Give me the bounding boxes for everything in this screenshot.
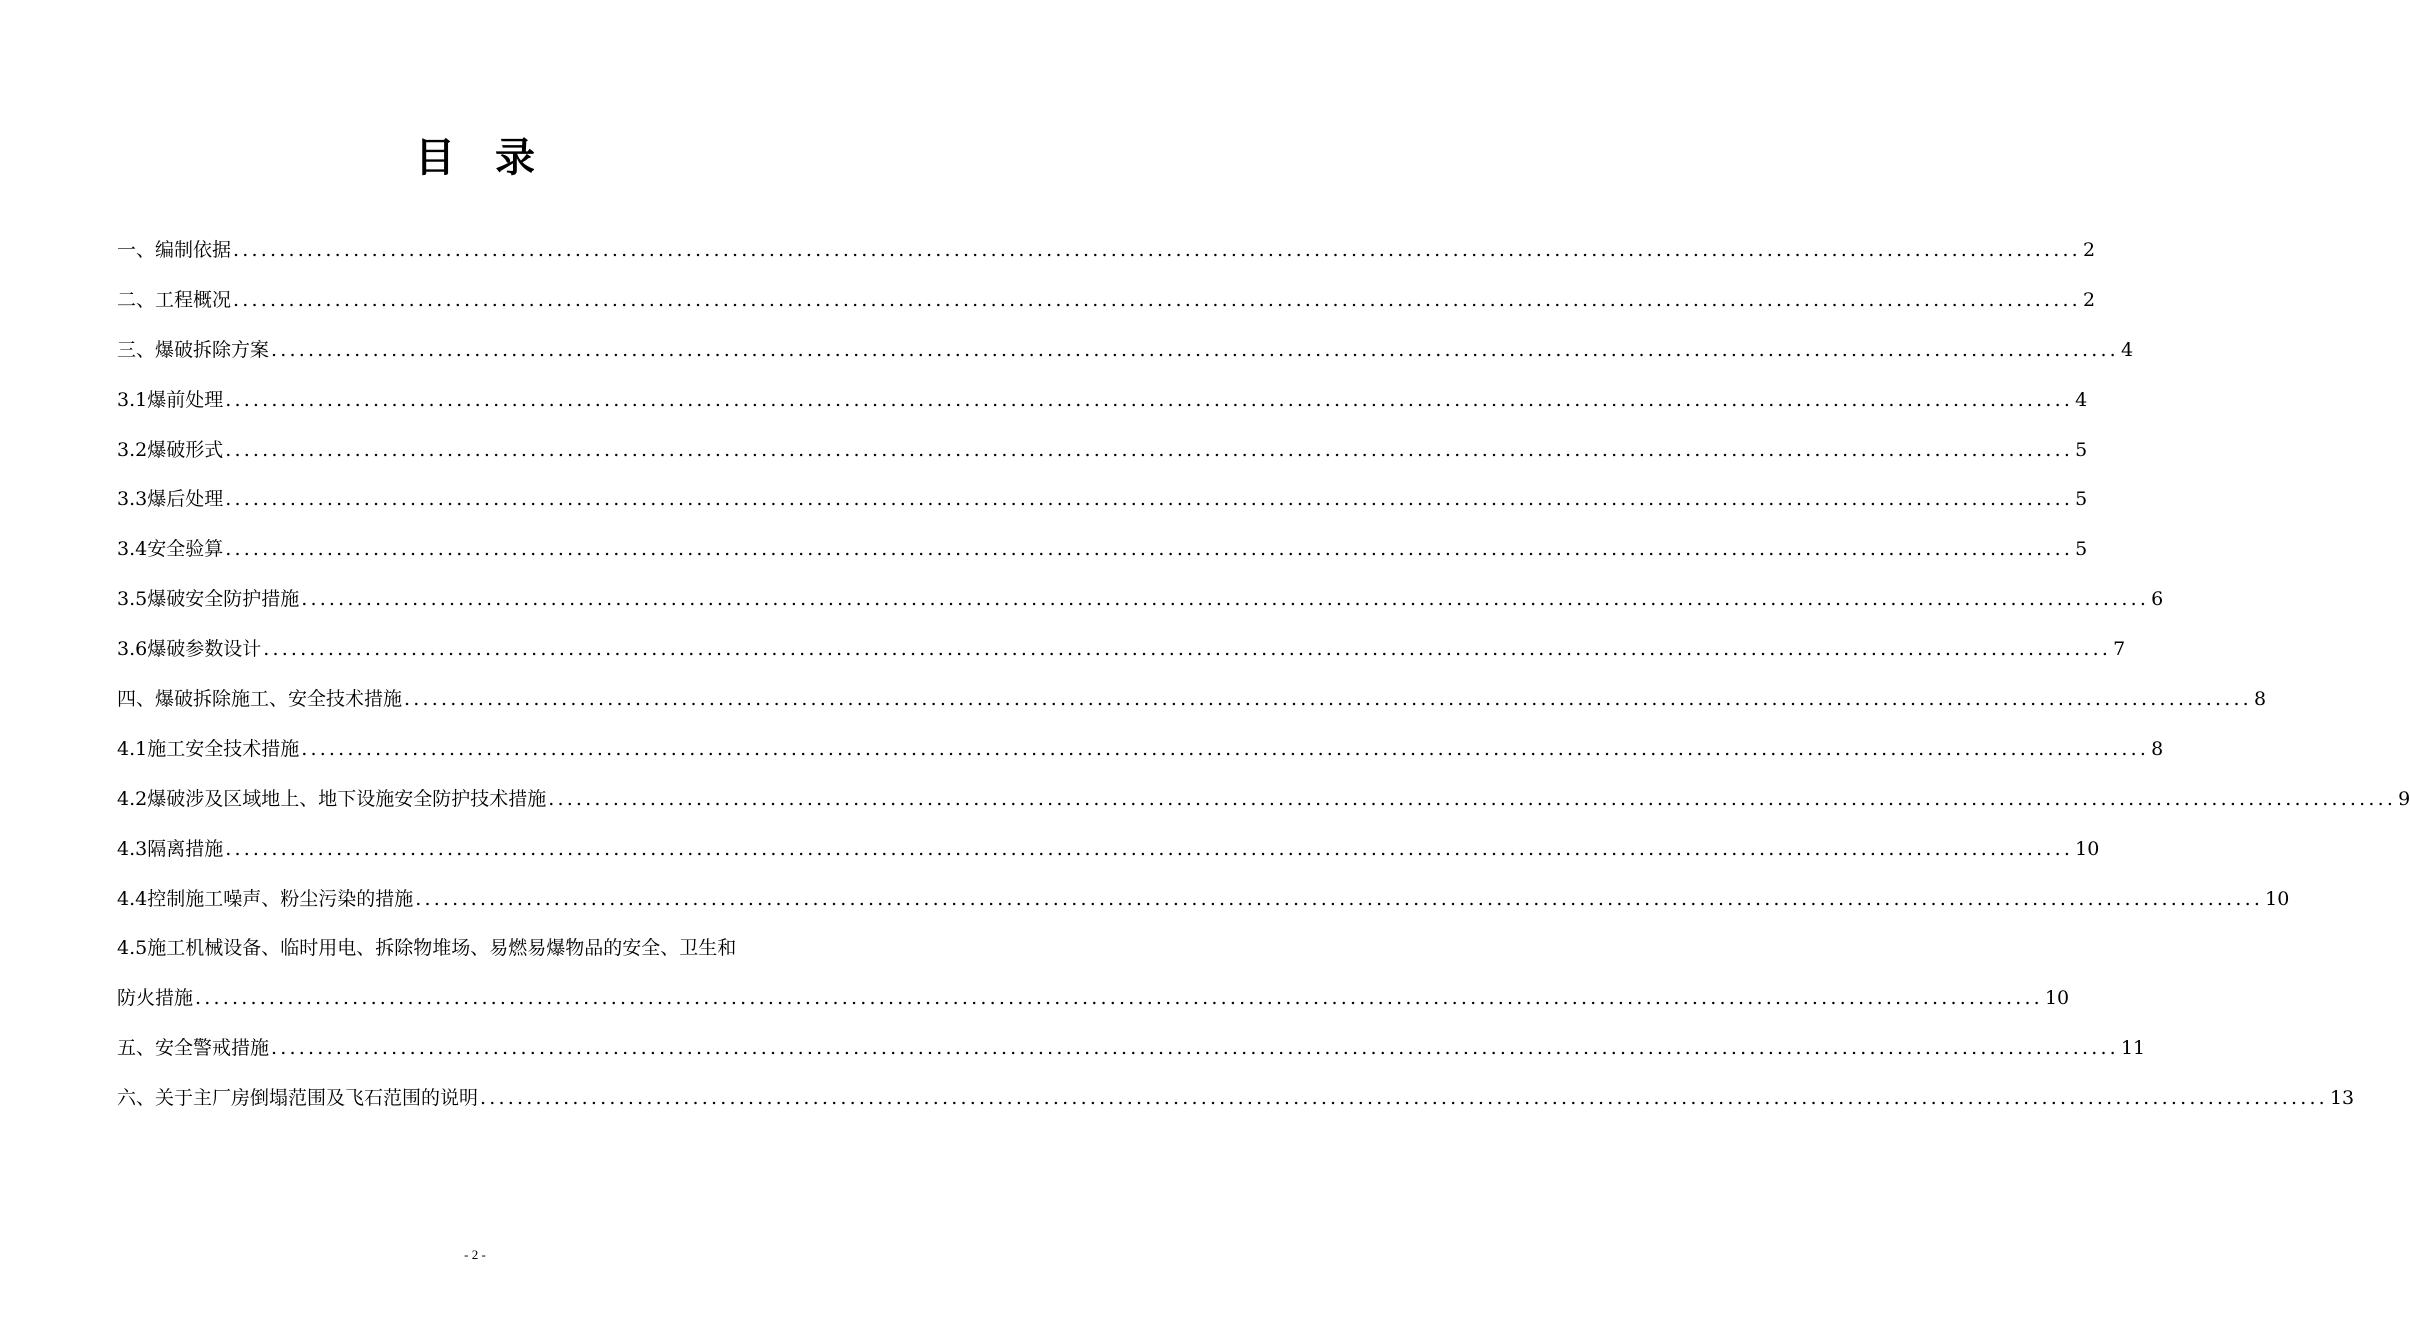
toc-entry-label: 3.4安全验算 <box>117 538 224 561</box>
toc-entry-line1[interactable] <box>117 924 857 974</box>
toc-entry[interactable] <box>117 525 2088 575</box>
toc-leader: ........................................................................................................................................................................................................ <box>548 787 2397 810</box>
toc-leader: ........................................................................................................................................................................................................ <box>225 388 2074 411</box>
toc-entry-page: 2 <box>2082 288 2096 311</box>
toc-entry-label: 一、编制依据 <box>117 239 232 261</box>
toc-leader: ........................................................................................................................................................................................................ <box>404 688 2252 711</box>
toc-leader: ........................................................................................................................................................................................................ <box>271 1037 2119 1060</box>
toc-entry[interactable] <box>117 475 2088 525</box>
toc-entry-label: 3.2爆破形式 <box>117 438 224 461</box>
toc-entry-label: 4.2爆破涉及区域地上、地下设施安全防护技术措施 <box>117 787 547 810</box>
toc-entry-page: 10 <box>2265 887 2290 910</box>
toc-leader: ........................................................................................................................................................................................................ <box>263 638 2112 661</box>
toc-entry-label: 3.1爆前处理 <box>117 388 224 411</box>
toc-entry-page: 8 <box>2151 737 2164 760</box>
toc-leader: ........................................................................................................................................................................................................ <box>301 588 2150 611</box>
toc-entry[interactable] <box>117 875 2290 925</box>
toc-entry-label: 三、爆破拆除方案 <box>117 338 270 361</box>
toc-entry[interactable] <box>117 725 2164 775</box>
toc-entry-page: 4 <box>2120 338 2134 361</box>
page-number-footer: - 2 - <box>464 1247 486 1262</box>
table-of-contents <box>117 226 2410 1124</box>
toc-leader: ........................................................................................................................................................................................................ <box>225 538 2074 561</box>
toc-entry-label: 3.6爆破参数设计 <box>117 638 262 661</box>
toc-entry[interactable] <box>117 675 2267 725</box>
toc-entry-label: 防火措施 <box>117 987 194 1010</box>
toc-entry-page: 10 <box>2044 987 2070 1010</box>
toc-entry-label: 四、爆破拆除施工、安全技术措施 <box>117 688 403 711</box>
toc-leader: ........................................................................................................................................................................................................ <box>225 837 2074 860</box>
toc-entry[interactable] <box>117 1024 2146 1074</box>
toc-entry-page: 5 <box>2075 488 2088 511</box>
toc-leader: ........................................................................................................................................................................................................ <box>225 438 2074 461</box>
toc-leader: ........................................................................................................................................................................................................ <box>480 1087 2328 1110</box>
toc-entry[interactable] <box>117 775 2410 825</box>
toc-entry-page: 6 <box>2151 588 2164 611</box>
toc-leader: ........................................................................................................................................................................................................ <box>301 737 2150 760</box>
toc-entry[interactable] <box>117 1074 2355 1124</box>
toc-entry[interactable] <box>117 825 2100 875</box>
toc-entry[interactable] <box>117 575 2164 625</box>
toc-entry-page: 8 <box>2253 688 2267 711</box>
toc-entry-label: 六、关于主厂房倒塌范围及飞石范围的说明 <box>117 1087 479 1110</box>
toc-entry-page: 5 <box>2075 438 2088 461</box>
toc-entry-page: 4 <box>2075 388 2088 411</box>
toc-entry-page: 11 <box>2120 1037 2146 1060</box>
toc-entry-label: 3.3爆后处理 <box>117 488 224 511</box>
toc-entry[interactable] <box>117 426 2088 476</box>
toc-leader: ........................................................................................................................................................................................................ <box>233 288 2081 311</box>
toc-leader: ........................................................................................................................................................................................................ <box>233 239 2081 261</box>
toc-entry[interactable] <box>117 276 2096 326</box>
toc-leader: ........................................................................................................................................................................................................ <box>195 987 2043 1010</box>
toc-entry[interactable] <box>117 974 2070 1024</box>
toc-entry-page: 5 <box>2075 538 2088 561</box>
toc-entry-page: 9 <box>2398 787 2410 810</box>
toc-leader: ........................................................................................................................................................................................................ <box>225 488 2074 511</box>
toc-leader: ........................................................................................................................................................................................................ <box>271 338 2119 361</box>
toc-entry-page: 13 <box>2329 1087 2355 1110</box>
toc-entry-label: 五、安全警戒措施 <box>117 1037 270 1060</box>
toc-entry-page: 2 <box>2082 239 2096 261</box>
toc-entry[interactable] <box>117 226 2096 276</box>
toc-entry[interactable] <box>117 625 2126 675</box>
toc-entry-label: 二、工程概况 <box>117 288 232 311</box>
toc-leader: ........................................................................................................................................................................................................ <box>415 887 2264 910</box>
page-title: 目录 <box>415 135 575 181</box>
toc-entry[interactable] <box>117 326 2134 376</box>
toc-entry[interactable] <box>117 376 2088 426</box>
toc-entry-label: 4.3隔离措施 <box>117 837 224 860</box>
toc-entry-label: 3.5爆破安全防护措施 <box>117 588 300 611</box>
toc-entry-label: 4.4控制施工噪声、粉尘污染的措施 <box>117 887 414 910</box>
toc-entry-page: 7 <box>2113 638 2126 661</box>
toc-entry-label: 4.1施工安全技术措施 <box>117 737 300 760</box>
toc-entry-label: 4.5施工机械设备、临时用电、拆除物堆场、易燃易爆物品的安全、卫生和 <box>117 937 737 960</box>
toc-entry-page: 10 <box>2075 837 2100 860</box>
